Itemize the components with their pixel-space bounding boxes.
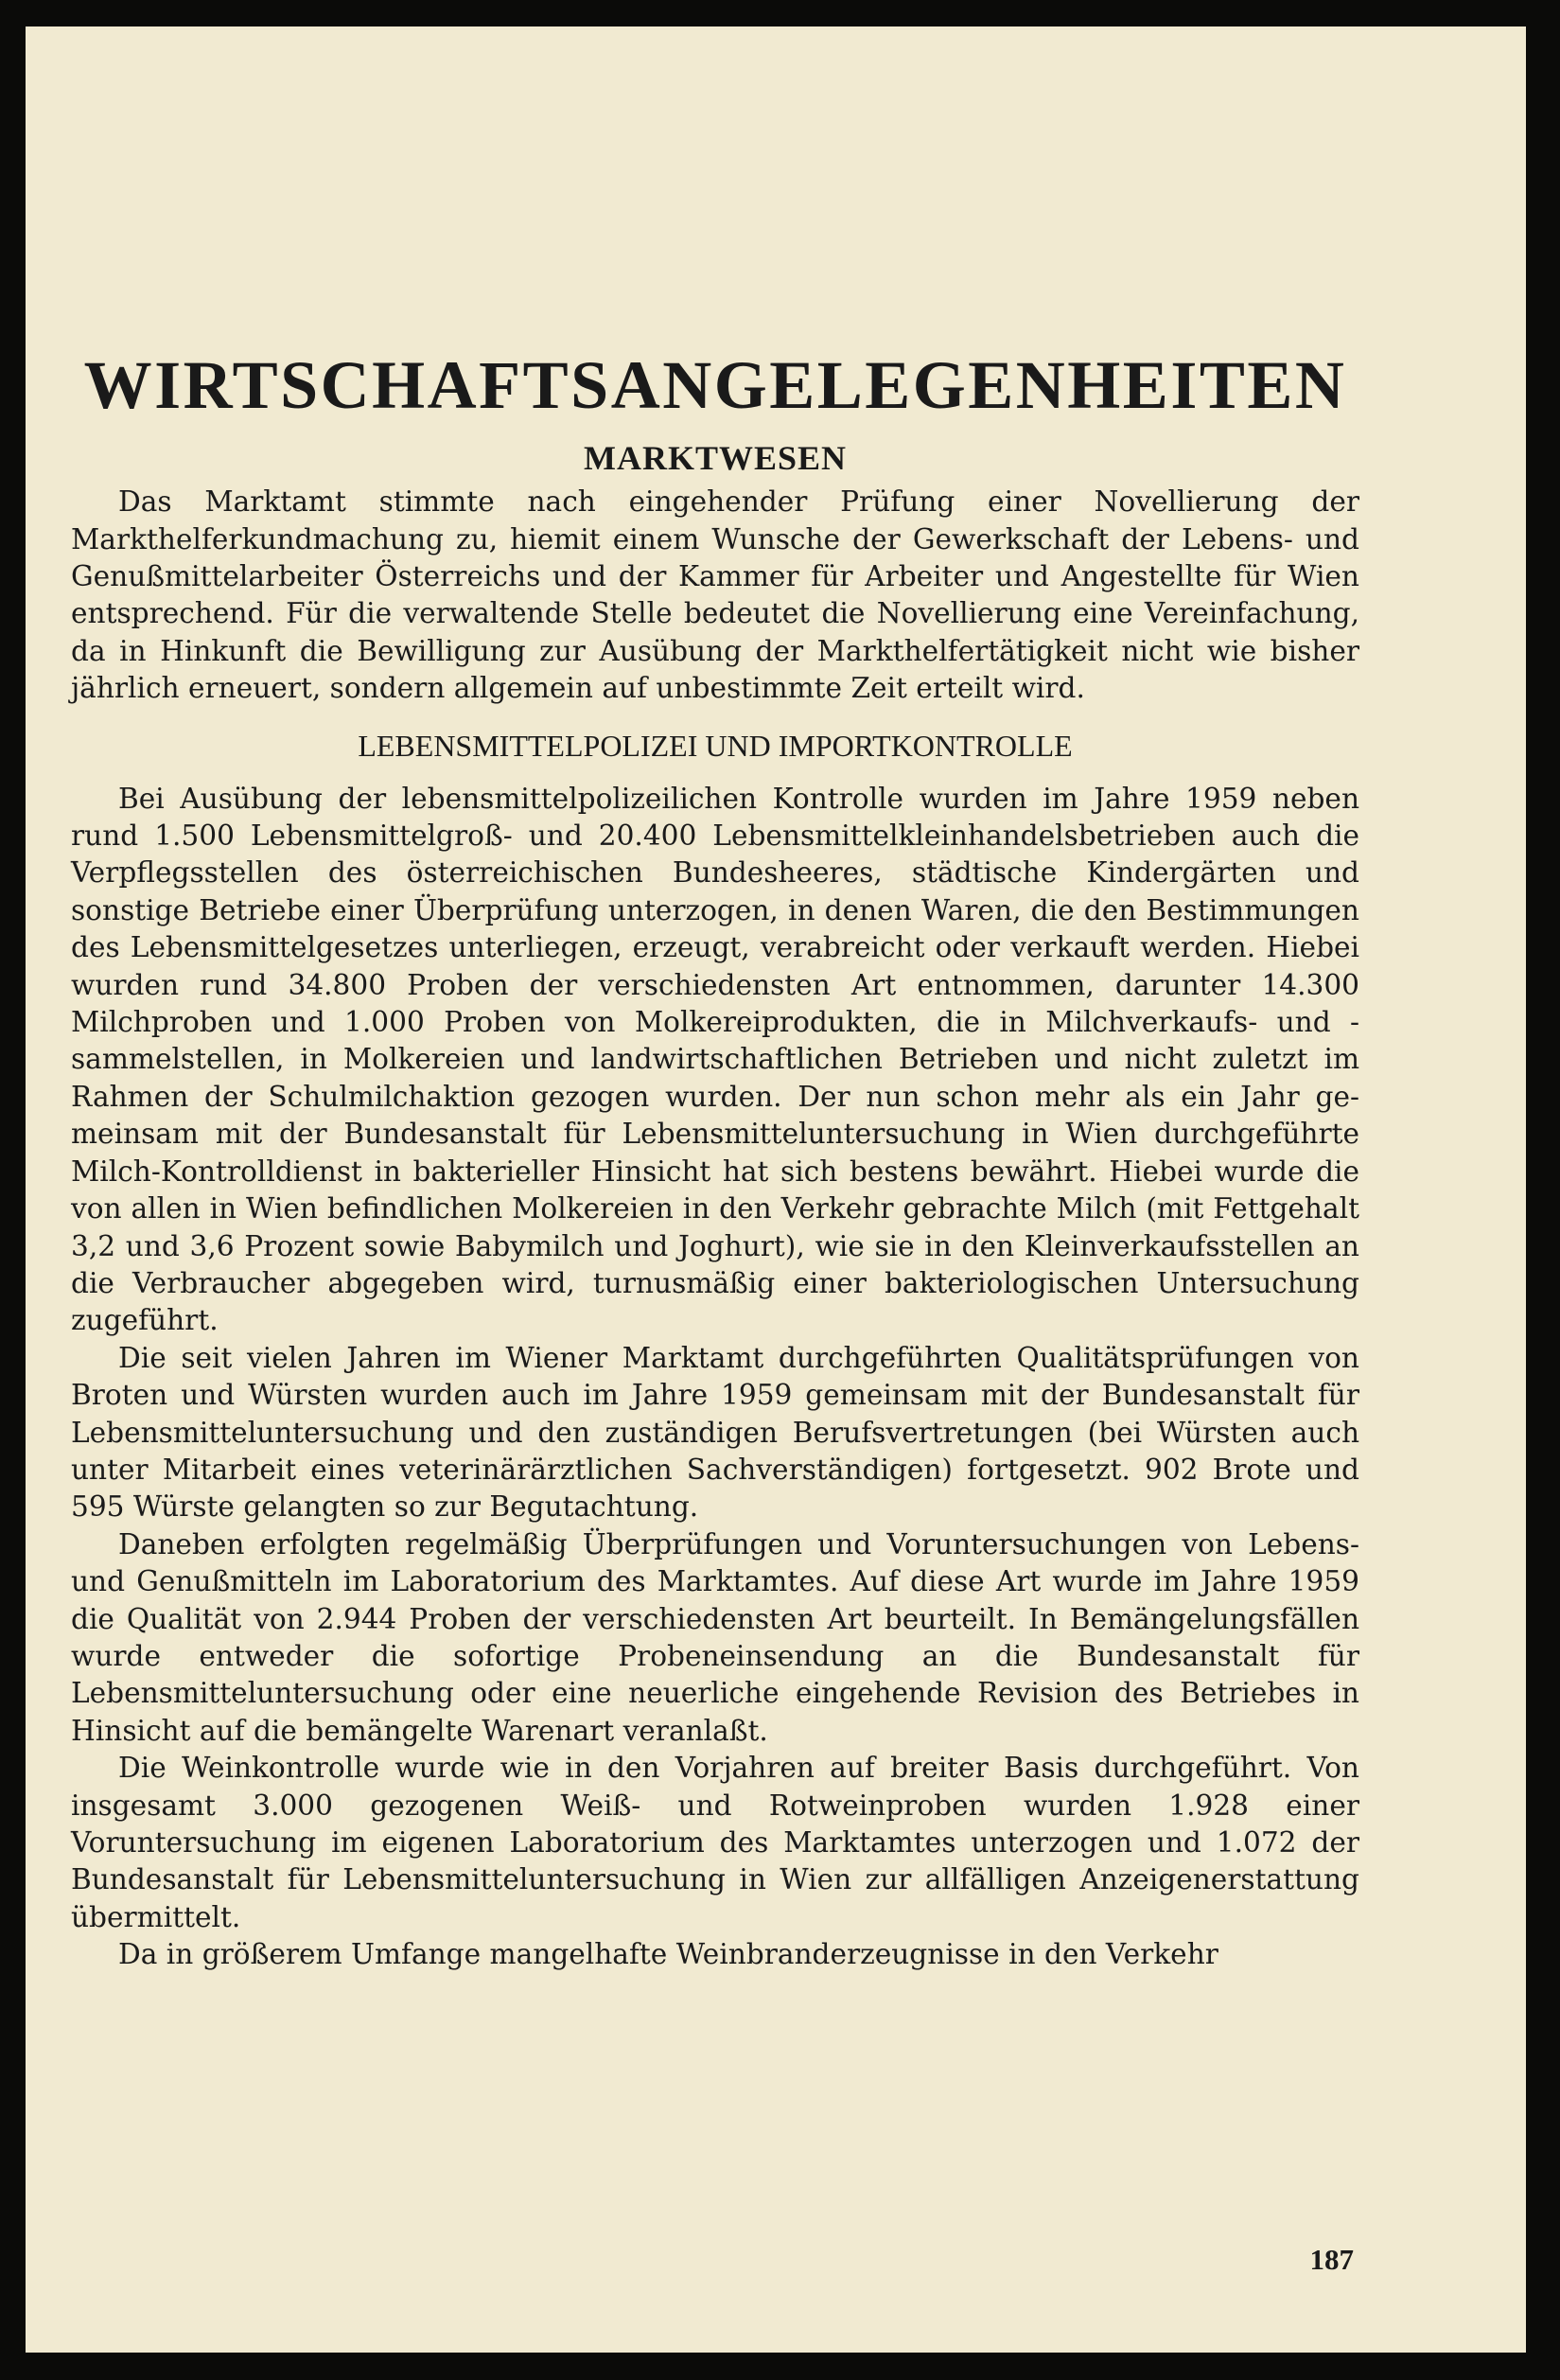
paragraph: Die Weinkontrolle wurde wie in den Vorjahren auf breiter Basis durchgeführt. Von insgesamt 3.000 gezogenen Weiß- und Rotweinproben wurden 1.928 einer Voruntersuchung im eigenen Laboratorium des Marktamtes unterzogen und 1.072 der Bundesanstalt für Lebensmitteluntersuchung in Wien zur allfälligen Anzeigenerstattung übermittelt.	[71, 1752, 1359, 1933]
paragraph: Da in größerem Umfange mangelhafte Weinbranderzeugnisse in den Verkehr	[118, 1938, 1218, 1971]
document-title: WIRTSCHAFTSANGELEGENHEITEN	[83, 347, 1347, 423]
section-heading-lebensmittelpolizei: LEBENSMITTELPOLIZEI UND IMPORTKONTROLLE	[358, 728, 1073, 763]
section-heading-marktwesen: MARKTWESEN	[583, 439, 848, 478]
page-number: 187	[1309, 2243, 1354, 2276]
page-content	[71, 348, 1359, 1974]
paragraph: Daneben erfolgten regelmäßig Überprüfungen und Voruntersuchungen von Lebens- und Genußmitteln im Laboratorium des Marktamtes. Auf diese Art wurde im Jahre 1959 die Qualität von 2.944 Proben der verschiedensten Art beurteilt. In Bemängelungsfällen wurde entweder die sofortige Probeneinsendung an die Bundesanstalt für Lebensmitteluntersuchung oder eine neuerliche eingehende Revision des Betriebes in Hinsicht auf die bemängelte Warenart veranlaßt.	[71, 1527, 1359, 1747]
paragraph: Bei Ausübung der lebensmittelpolizeilichen Kontrolle wurden im Jahre 1959 neben rund 1.500 Lebensmittelgroß- und 20.400 Lebensmittelkleinhandelsbetrieben auch die Verpflegsstellen des österreichischen Bundesheeres, städtische Kindergärten und sonstige Betriebe einer Überprüfung unterzogen, in denen Waren, die den Bestimmungen des Lebensmittelgesetzes unterliegen, erzeugt, verabreicht oder verkauft werden. Hiebei wurden rund 34.800 Proben der verschiedensten Art entnommen, darunter 14.300 Milchproben und 1.000 Proben von Molkereiprodukten, die in Milchverkaufs- und -sammelstellen, in Molkereien und landwirtschaftlichen Betrieben und nicht zuletzt im Rahmen der Schulmilchaktion gezogen wurden. Der nun schon mehr als ein Jahr gemeinsam mit der Bundesanstalt für Lebensmitteluntersuchung in Wien durchgeführte Milch-Kontrolldienst in bakterieller Hinsicht hat sich bestens bewährt. Hiebei wurde die von allen in Wien befindlichen Molkereien in den Verkehr gebrachte Milch (mit Fettgehalt 3,2 und 3,6 Prozent sowie Babymilch und Joghurt), wie sie in den Kleinverkaufsstellen an die Verbraucher abgegeben wird, turnusmäßig einer bakteriologischen Untersuchung zugeführt.	[71, 782, 1359, 1337]
paragraph: Das Marktamt stimmte nach eingehender Prüfung einer Novellierung der Markthelferkundmachung zu, hiemit einem Wunsche der Gewerkschaft der Lebens- und Genußmittelarbeiter Österreichs und der Kammer für Arbeiter und Angestellte für Wien entsprechend. Für die verwaltende Stelle bedeutet die Novellierung eine Vereinfachung, da in Hinkunft die Bewilligung zur Ausübung der Markthelfertätigkeit nicht wie bisher jährlich erneuert, sondern allgemein auf unbestimmte Zeit erteilt wird.	[71, 485, 1359, 705]
paragraph: Die seit vielen Jahren im Wiener Marktamt durchgeführten Qualitätsprüfungen von Broten und Würsten wurden auch im Jahre 1959 gemeinsam mit der Bundesanstalt für Lebensmitteluntersuchung und den zuständigen Berufsvertretungen (bei Würsten auch unter Mitarbeit eines veterinärärztlichen Sachverständigen) fortgesetzt. 902 Brote und 595 Würste gelangten so zur Begutachtung.	[71, 1341, 1359, 1524]
page-sheet	[26, 26, 1526, 2353]
